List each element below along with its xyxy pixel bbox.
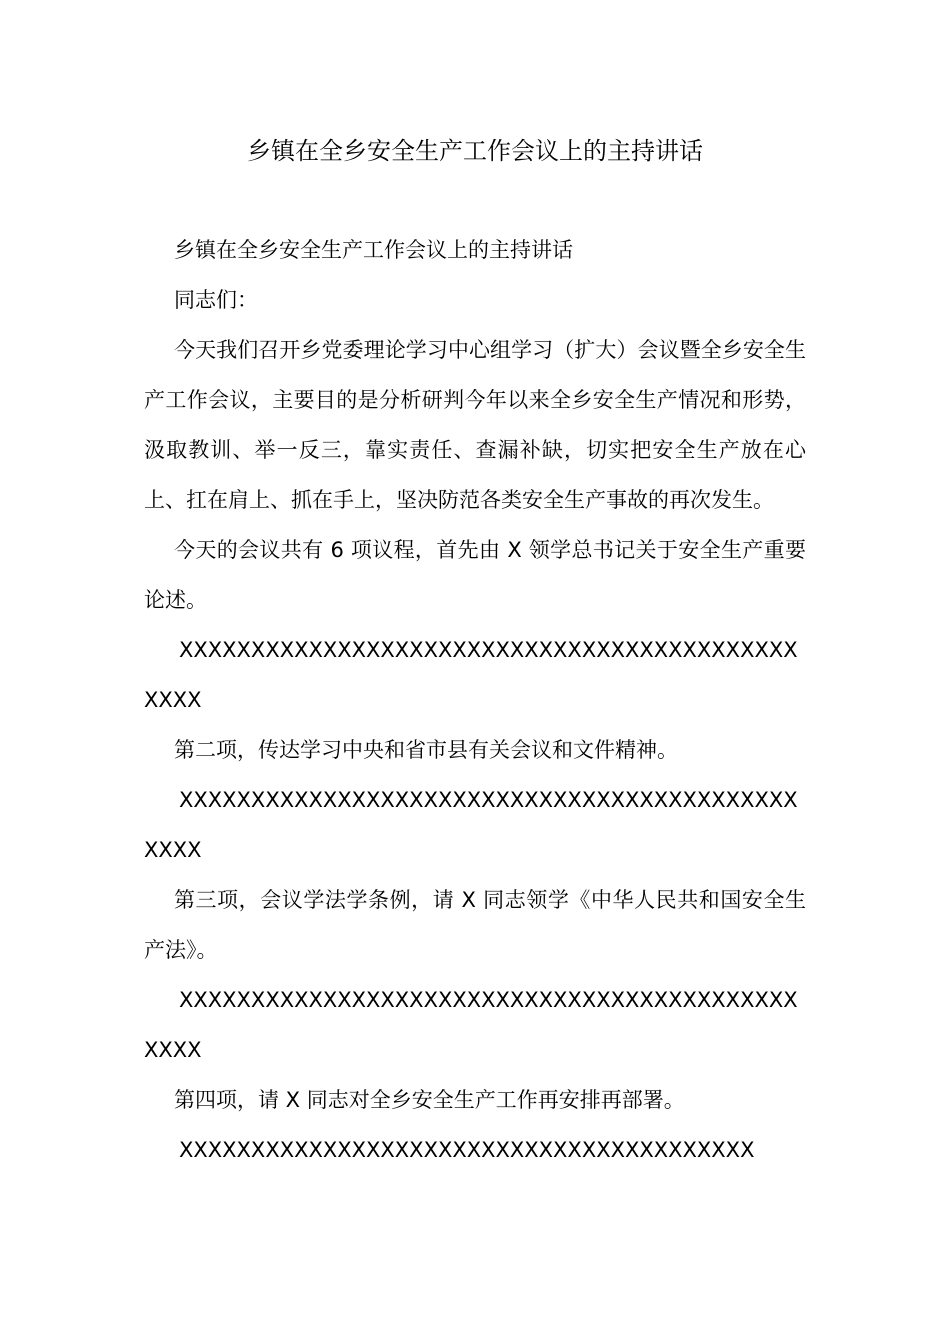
paragraph-intro: 今天我们召开乡党委理论学习中心组学习（扩大）会议暨全乡安全生产工作会议，主要目的是分析研判今年以来全乡安全生产情况和形势，汲取教训、举一反三，靠实责任、查漏补缺，切实把安全生产放在心上、扛在肩上、抓在手上，坚决防范各类安全生产事故的再次发生。: [144, 338, 806, 512]
paragraph-agenda-1: 今天的会议共有 6 项议程，首先由 X 领学总书记关于安全生产重要论述。: [144, 538, 806, 612]
paragraph-agenda-3: 第三项，会议学法学条例，请 X 同志领学《中华人民共和国安全生产法》。: [144, 888, 806, 962]
document-title: 乡镇在全乡安全生产工作会议上的主持讲话: [247, 137, 703, 165]
document-body: [144, 225, 806, 1175]
paragraph-agenda-2: 第二项，传达学习中央和省市县有关会议和文件精神。: [174, 738, 678, 762]
paragraph-placeholder-2: XXXXXXXXXXXXXXXXXXXXXXXXXXXXXXXXXXXXXXXXXXXXXXX: [144, 788, 798, 862]
paragraph-placeholder-3: XXXXXXXXXXXXXXXXXXXXXXXXXXXXXXXXXXXXXXXXXXXXXXX: [144, 988, 798, 1062]
paragraph-placeholder-4: XXXXXXXXXXXXXXXXXXXXXXXXXXXXXXXXXXXXXXXX: [179, 1138, 755, 1162]
paragraph-agenda-4: 第四项，请 X 同志对全乡安全生产工作再安排再部署。: [174, 1088, 685, 1112]
paragraph-subtitle: 乡镇在全乡安全生产工作会议上的主持讲话: [174, 238, 573, 262]
paragraph-salutation: 同志们：: [174, 288, 258, 312]
paragraph-placeholder-1: XXXXXXXXXXXXXXXXXXXXXXXXXXXXXXXXXXXXXXXXXXXXXXX: [144, 638, 798, 712]
